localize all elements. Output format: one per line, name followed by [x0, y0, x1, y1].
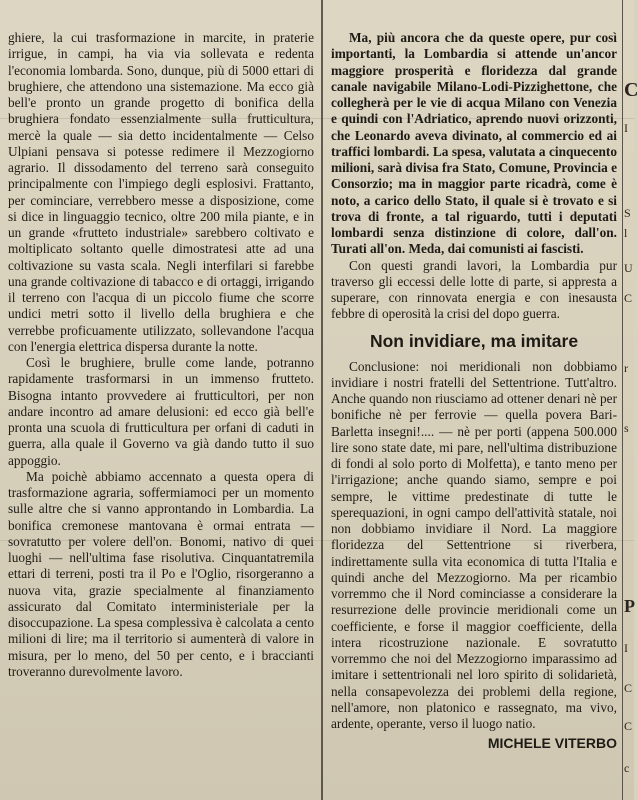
middle-paragraph-2: Con questi grandi lavori, la Lombardia pur traverso gli eccessi delle lotte di parte, si appresta a superare, con rinnovata energia e con inesausta febbre di operosità la crisi del dopo guerra. — [331, 257, 617, 322]
conclusion-paragraph: Conclusione: noi meridionali non dobbiamo invidiare i nostri fratelli del Settentrione. Tutt'altro. Anche quando non riusciamo ad ottener denari nè per bonifiche nè per ferrovie — quella povera Bari-Barletta insegni!.... — nè per porti (appena 500.000 lire sono state date, mi pare, nell'ultima distribuzione di fondi al solo porto di Molfetta), e tanto meno per l'irrigazione; anche quando siamo, sempre e poi sempre, le vittime predestinate di tutte le sperequazioni, in ogni campo dell'attività statale, noi non dobbiamo invidiare il Nord. La maggiore floridezza del Settentrione si riverbera, indirettamente sulla vita economica di tutta l'Italia e quindi anche del Mezzogiorno. Ma per ricambio vorremmo che il Nord cominciasse a considerare la resurrezione delle provincie meridionali come un coefficiente, e forse il maggior coefficiente, della intera ricostruzione nazionale. E sovratutto vorremmo che noi del Mezzogiorno imparassimo ad imitare i settentrionali nel loro spirito di solidarietà, nella consapevolezza dei problemi della regione, nell'amore, non platonico e rassegnato, ma vivo, ardente, operante, verso il luogo natio. — [331, 358, 617, 731]
fragment-letter: l — [624, 226, 628, 240]
column-divider-right — [622, 0, 623, 800]
author-signature: MICHELE VITERBO — [487, 735, 617, 752]
left-paragraph-3: Ma poichè abbiamo accennato a questa opera di trasformazione agraria, soffermiamoci per un momento sulle altre che si vanno approntando in Lombardia. La bonifica cremonese mantovana è ormai entrata — sovratutto per volere dell'on. Bonomi, nativo di quei luoghi — nell'ultima fase risolutiva. Cinquantatremila ettari di terreni, posti tra il Po e l'Oglio, risorgeranno a nuova vita, grazie specialmente al finanziamento assicurato dal Comitato interministeriale per la disoccupazione. La spesa complessiva è calcolata a cento milioni di lire; ma il territorio si aumenterà di valore in misura, per lo meno, del 50 per cento, e i braccianti troveranno durevolmente lavoro. — [8, 468, 314, 679]
fragment-letter: C — [624, 681, 633, 695]
middle-article-column — [331, 30, 617, 752]
left-paragraph-1: ghiere, la cui trasformazione in marcite, in praterie irrigue, in campi, ha via via sollevata e redenta l'economia lombarda. Sono, dunque, più di 5000 ettari di brughiere, che attendono una sistemazione. Ma ecco già bell'e pronto un grande progetto di bonifica della brughiera fondato essenzialmente sulla frutticultura, mercè la quale — sia detto incidentalmente — Celso Ulpiani pensava si potesse redimere il Mezzogiorno agrario. Il dissodamento del terreno sarà conseguito principalmente con l'impiego degli esplosivi. Frattanto, per cominciare, verrebbero messe a disposizione, come si dice in linguaggio tecnico, oltre 200 mila piante, e in un grande «frutteto industriale» sarebbero coltivato e moltiplicato soltanto quelle dimostratesi atte ad una coltivazione su vasta scala. Negli interfilari si farebbe una grande coltivazione di tabacco e di ortaggi, irrigando il terreno con l'acqua di un piccolo fiume che scorre undici metri sotto il livello della brughiera e che verrebbe proficuamente utilizzato, sollevandone l'acqua con l'energia elettrica dispersa durante la notte. — [8, 30, 314, 354]
fragment-letter: P — [624, 596, 635, 616]
fragment-letter: r — [624, 361, 628, 375]
fragment-letter: I — [624, 121, 628, 135]
fragment-letter: c — [624, 761, 630, 775]
fragment-letter: U — [624, 261, 633, 275]
fragment-letter: C — [624, 719, 633, 733]
fragment-letter: C — [624, 79, 638, 101]
section-headline: Non invidiare, ma imitare — [369, 330, 579, 351]
left-paragraph-2: Così le brughiere, brulle come lande, potranno rapidamente trasformarsi in un immenso frutteto. Bisogna intanto provvedere ai frutticultori, per non andare incontro ad amare delusioni: ed ecco già bell'e pronta una scuola di frutticultura per orfani di caduti in guerra, alla quale il Governo va già dando tutto il suo appoggio. — [8, 355, 314, 468]
column-divider — [321, 0, 323, 800]
fragment-letter: I — [624, 641, 628, 655]
fragment-letter: S — [624, 206, 631, 220]
fragment-letter: s — [624, 421, 629, 435]
fragment-letter: C — [624, 291, 633, 305]
left-article-column — [8, 30, 314, 680]
adjacent-column-fragment — [624, 0, 638, 800]
middle-paragraph-1: Ma, più ancora che da queste opere, pur così importanti, la Lombardia si attende un'ancor maggiore prosperità e floridezza dal grande canale navigabile Milano-Lodi-Pizzighettone, che collegherà per le vie di acqua Milano con Venezia e quindi con l'Adriatico, aprendo nuovi orizzonti, che Leonardo aveva divinato, al commercio ed ai traffici lombardi. La spesa, valutata a cinquecento milioni, sarà divisa fra Stato, Comune, Provincia e Consorzio; ma in maggior parte ricadrà, come è noto, a carico dello Stato, il quale si è trovato e si trova di fronte, a tal riguardo, tutti i deputati lombardi senza distinzione di colore, dall'on. Turati all'on. Meda, dai comunisti ai fascisti. — [331, 30, 617, 257]
